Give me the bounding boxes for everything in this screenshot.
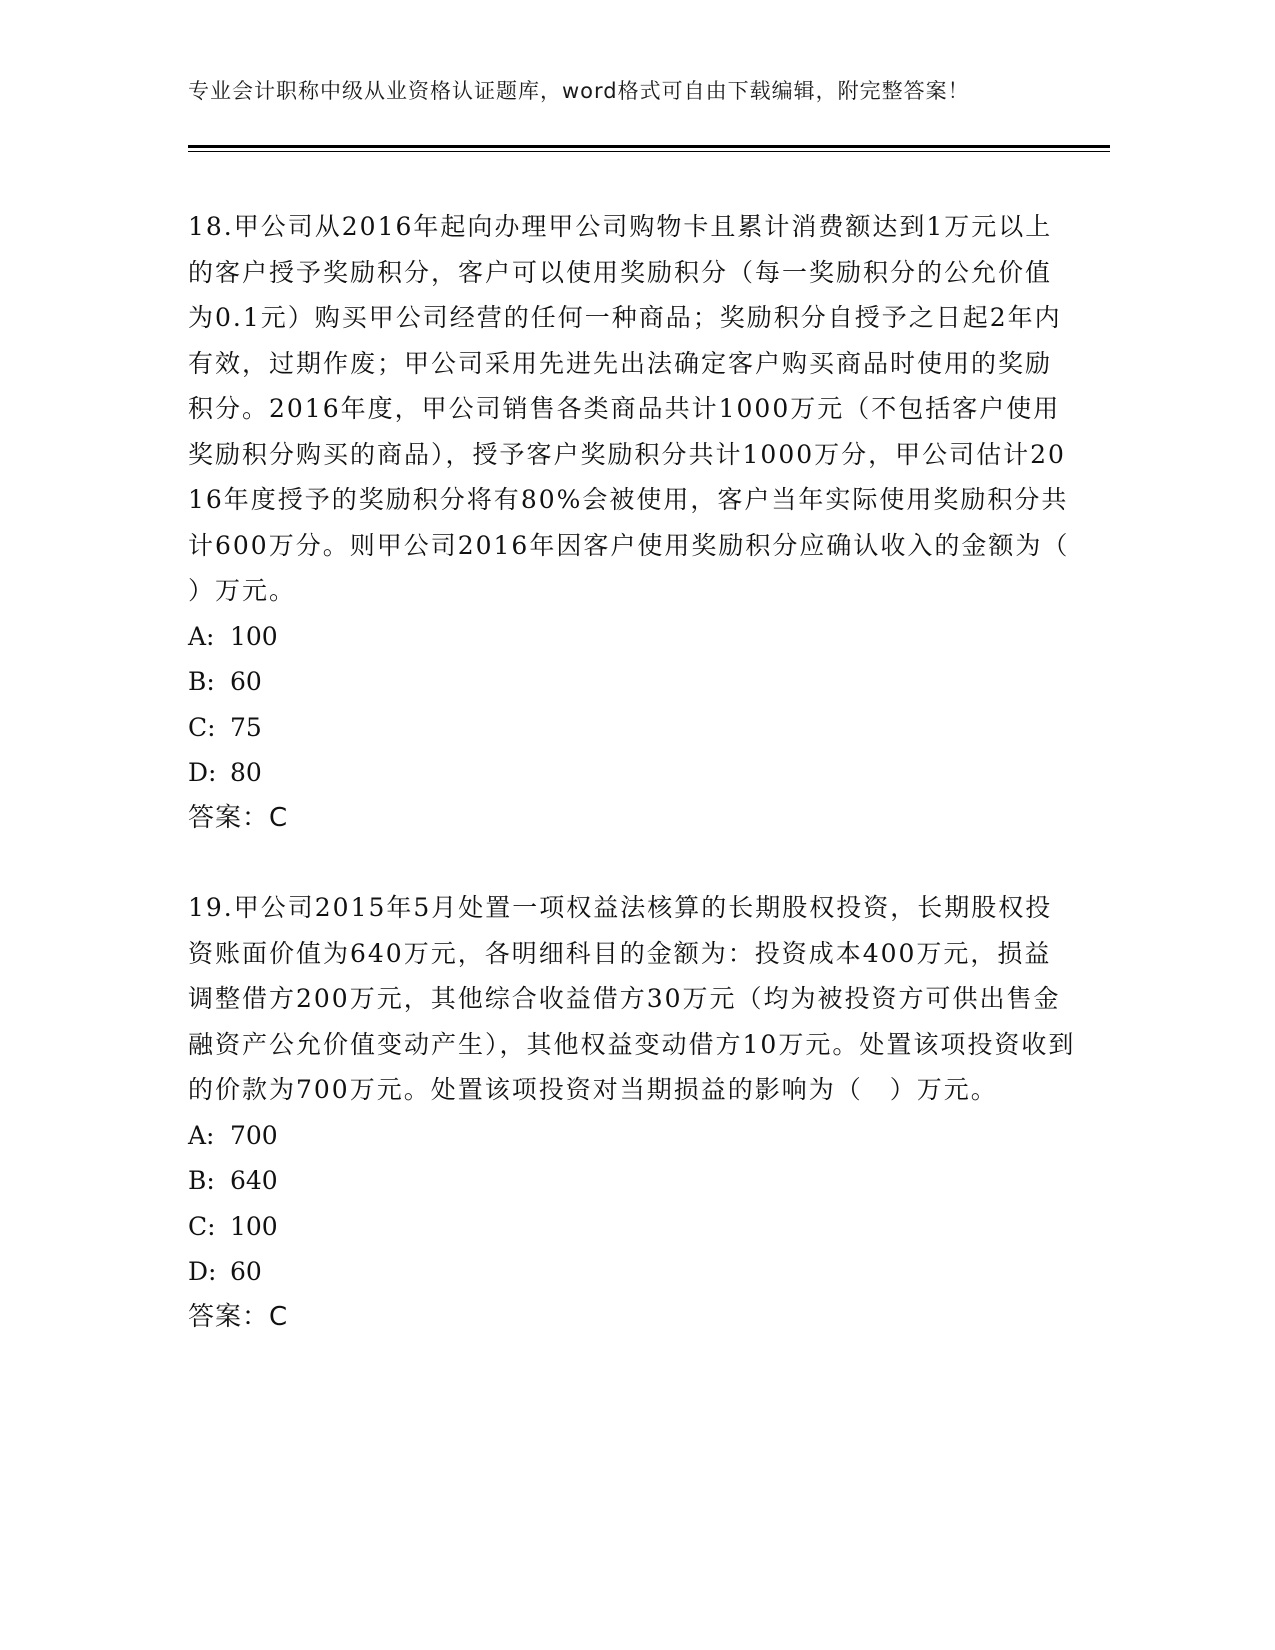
option-a [188,1113,1088,1159]
option-d [188,750,1088,796]
option-b [188,659,1088,705]
header-divider-thin [188,151,1110,152]
option-value: 60 [230,667,262,696]
option-b [188,1158,1088,1204]
option-letter: B: [188,1166,215,1195]
option-c [188,705,1088,751]
option-letter: B: [188,667,215,696]
page-header: 专业会计职称中级从业资格认证题库，word格式可自由下载编辑，附完整答案！ [188,79,970,103]
header-divider [188,145,1110,148]
question-19 [188,885,1088,1340]
option-letter: A: [188,621,215,651]
option-letter: D: [188,758,217,787]
question-18 [188,204,1124,841]
option-letter: C: [188,712,216,742]
option-letter: A: [188,1120,215,1150]
option-value: 100 [230,621,278,651]
option-letter: C: [188,1211,216,1241]
question-stem: 19.甲公司2015年5月处置一项权益法核算的长期股权投资，长期股权投资账面价值为640万元，各明细科目的金额为：投资成本400万元，损益调整借方200万元，其他综合收益借方30万元（均为被投资方可供出售金融资产公允价值变动产生），其他权益变动借方10万元。处置该项投资收到的价款为700万元。处置该项投资对当期损益的影响为（ ）万元。 [188,893,1076,1104]
option-value: 80 [230,758,262,787]
answer-line: 答案：C [188,802,289,833]
option-d [188,1249,1088,1295]
option-value: 700 [230,1120,278,1150]
option-value: 75 [230,712,262,742]
option-value: 100 [230,1211,278,1241]
option-letter: D: [188,1257,217,1286]
option-c [188,1204,1088,1250]
question-stem: 18.甲公司从2016年起向办理甲公司购物卡且累计消费额达到1万元以上的客户授予奖励积分，客户可以使用奖励积分（每一奖励积分的公允价值为0.1元）购买甲公司经营的任何一种商品；奖励积分自授予之日起2年内有效，过期作废；甲公司采用先进先出法确定客户购买商品时使用的奖励积分。2016年度，甲公司销售各类商品共计1000万元（不包括客户使用奖励积分购买的商品），授予客户奖励积分共计1000万分，甲公司估计2016年度授予的奖励积分将有80%会被使用，客户当年实际使用奖励积分共计600万分。则甲公司2016年因客户使用奖励积分应确认收入的金额为（ ）万元。 [188,212,1124,605]
answer-line: 答案：C [188,1301,289,1332]
option-value: 640 [230,1166,278,1195]
option-value: 60 [230,1257,262,1286]
option-a [188,614,1088,660]
